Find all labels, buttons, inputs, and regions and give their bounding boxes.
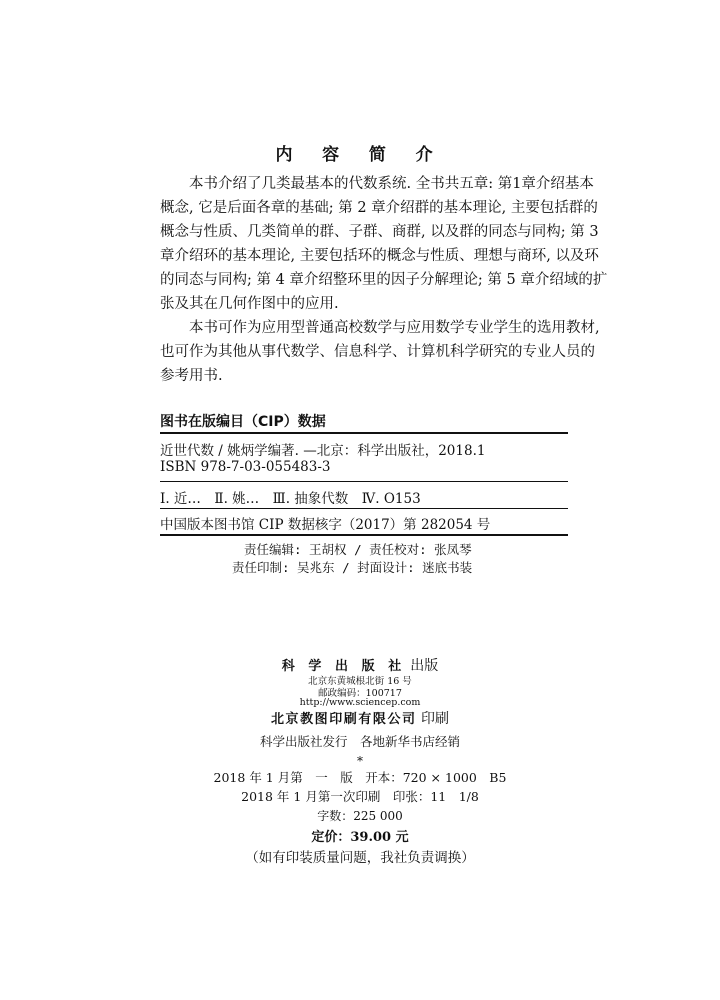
cip-top-rule (160, 432, 568, 434)
production-credits-line: 责任印制: 吴兆东 / 封面设计: 迷底书装 (232, 560, 473, 575)
publisher-name (0, 655, 720, 675)
text-line: 章介绍环的基本理论, 主要包括环的概念与性质、理想与商环, 以及环 (160, 248, 599, 264)
quality-notice: （如有印装质量问题，我社负责调换） (245, 850, 475, 866)
printer-name-suffix: 印刷 (421, 711, 450, 727)
text-line: 也可作为其他从事代数学、信息科学、计算机科学研究的专业人员的 (160, 344, 595, 360)
text-line: 本书可作为应用型普通高校数学与应用数学专业学生的选用教材, (189, 320, 600, 336)
text-line: 张及其在几何作图中的应用. (160, 296, 339, 312)
intro-paragraph-2 (160, 316, 600, 388)
publisher-postcode: 邮政编码：100717 (318, 688, 402, 699)
price: 定价：39.00 元 (311, 830, 409, 845)
text-line: 本书介绍了几类最基本的代数系统. 全书共五章: 第1章介绍基本 (189, 176, 594, 192)
edition-line: 2018 年 1 月第 一 版 开本：720 × 1000 B5 (213, 770, 507, 785)
publisher-name-suffix: 出版 (410, 658, 439, 674)
cip-bottom-rule (160, 534, 568, 536)
publisher-logo-text: 科 学 出 版 社 (281, 659, 406, 674)
text-line: 参考用书. (160, 368, 223, 384)
publisher-url: http://www.sciencep.com (299, 697, 421, 708)
cip-classification-line: Ⅰ. 近… Ⅱ. 姚… Ⅲ. 抽象代数 Ⅳ. O153 (160, 491, 421, 507)
printer-logo-text: 北京教图印刷有限公司 (270, 712, 417, 727)
cip-divider (160, 481, 568, 482)
text-line: 概念, 它是后面各章的基础; 第 2 章介绍群的基本理论, 主要包括群的 (160, 200, 598, 216)
cip-record-line: 中国版本图书馆 CIP 数据核字（2017）第 282054 号 (160, 517, 491, 533)
printing-line: 2018 年 1 月第一次印刷 印张：11 1/8 (241, 789, 479, 804)
cip-isbn-line: ISBN 978-7-03-055483-3 (160, 459, 331, 475)
text-line: 概念与性质、几类简单的群、子群、商群, 以及群的同态与同构; 第 3 (160, 224, 599, 240)
printer-name (0, 708, 720, 728)
cip-divider (160, 508, 568, 509)
page-title: 内 容 简 介 (275, 145, 445, 165)
distribution-line: 科学出版社发行 各地新华书店经销 (259, 734, 460, 749)
intro-paragraph-1 (160, 172, 608, 316)
publisher-address: 北京东黄城根北街 16 号 (308, 676, 412, 687)
editor-credits-line: 责任编辑: 王胡权 / 责任校对: 张凤琴 (244, 542, 472, 557)
word-count: 字数：225 000 (317, 809, 403, 823)
cip-title-line: 近世代数 / 姚炳学编著. —北京：科学出版社，2018.1 (160, 443, 486, 459)
separator-star: * (357, 754, 363, 768)
cip-heading: 图书在版编目（CIP）数据 (160, 414, 326, 430)
text-line: 的同态与同构; 第 4 章介绍整环里的因子分解理论; 第 5 章介绍域的扩 (160, 272, 608, 288)
